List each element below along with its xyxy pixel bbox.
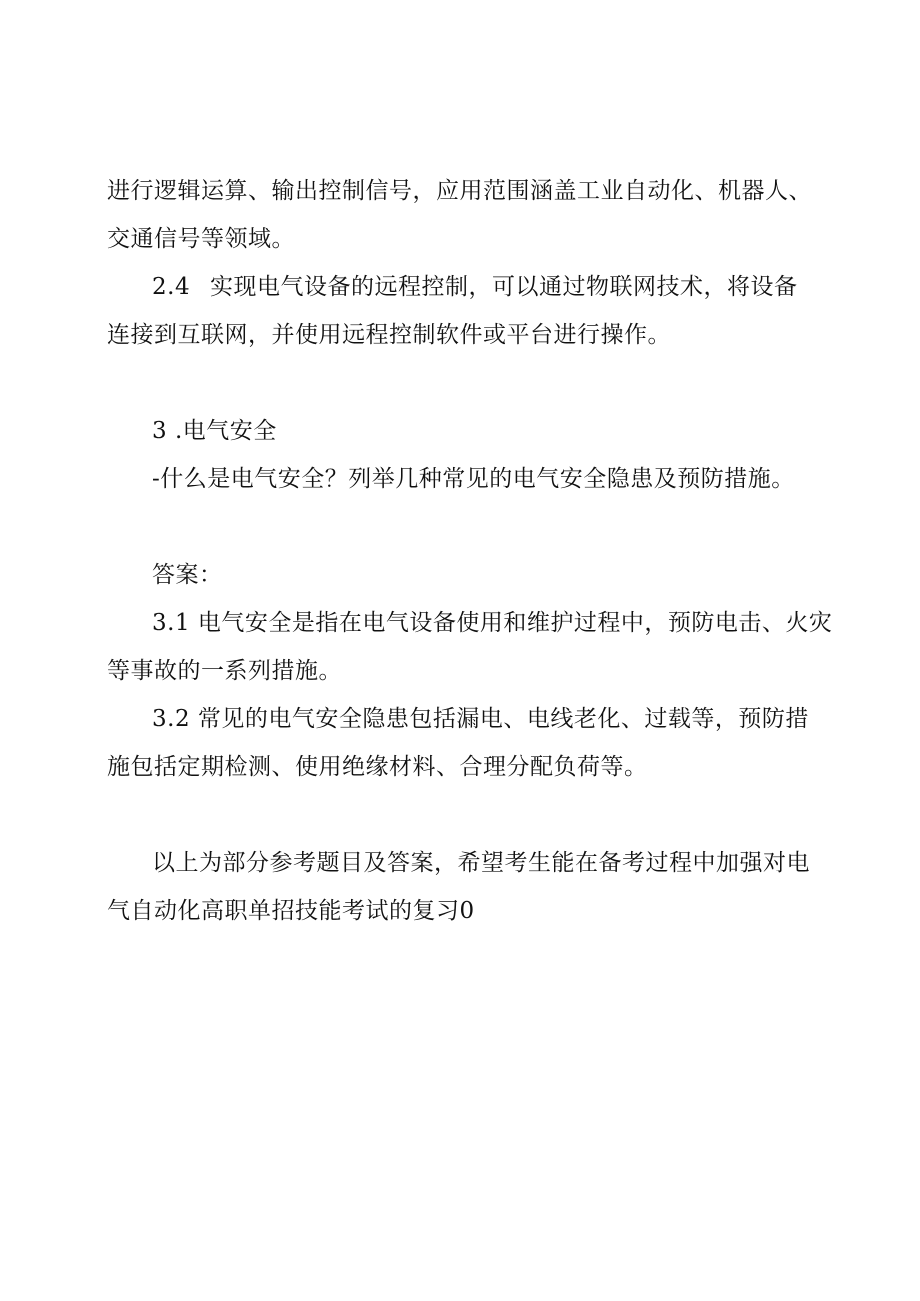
answer-line: 3.1 电气安全是指在电气设备使用和维护过程中，预防电击、火灾 [152, 610, 833, 636]
answer-label: 答案： [152, 562, 223, 588]
closing-line: 以上为部分参考题目及答案，希望考生能在备考过程中加强对电 [152, 850, 810, 876]
paragraph-line: 交通信号等领域。 [107, 226, 295, 252]
answer-line: 3.2 常见的电气安全隐患包括漏电、电线老化、过载等，预防措 [152, 706, 809, 732]
question-text: -什么是电气安全？列举几种常见的电气安全隐患及预防措施。 [152, 466, 795, 492]
closing-line: 气自动化高职单招技能考试的复习0 [107, 898, 475, 924]
answer-line: 等事故的一系列措施。 [107, 658, 342, 684]
item-number: 2.4 [152, 274, 191, 300]
item-text: 实现电气设备的远程控制，可以通过物联网技术，将设备 [210, 274, 798, 300]
paragraph-line: 连接到互联网，并使用远程控制软件或平台进行操作。 [107, 322, 671, 348]
paragraph-line: 进行逻辑运算、输出控制信号，应用范围涵盖工业自动化、机器人、 [107, 178, 812, 204]
answer-line: 施包括定期检测、使用绝缘材料、合理分配负荷等。 [107, 754, 648, 780]
section-heading: 3 .电气安全 [152, 418, 277, 444]
paragraph-line [152, 272, 798, 302]
